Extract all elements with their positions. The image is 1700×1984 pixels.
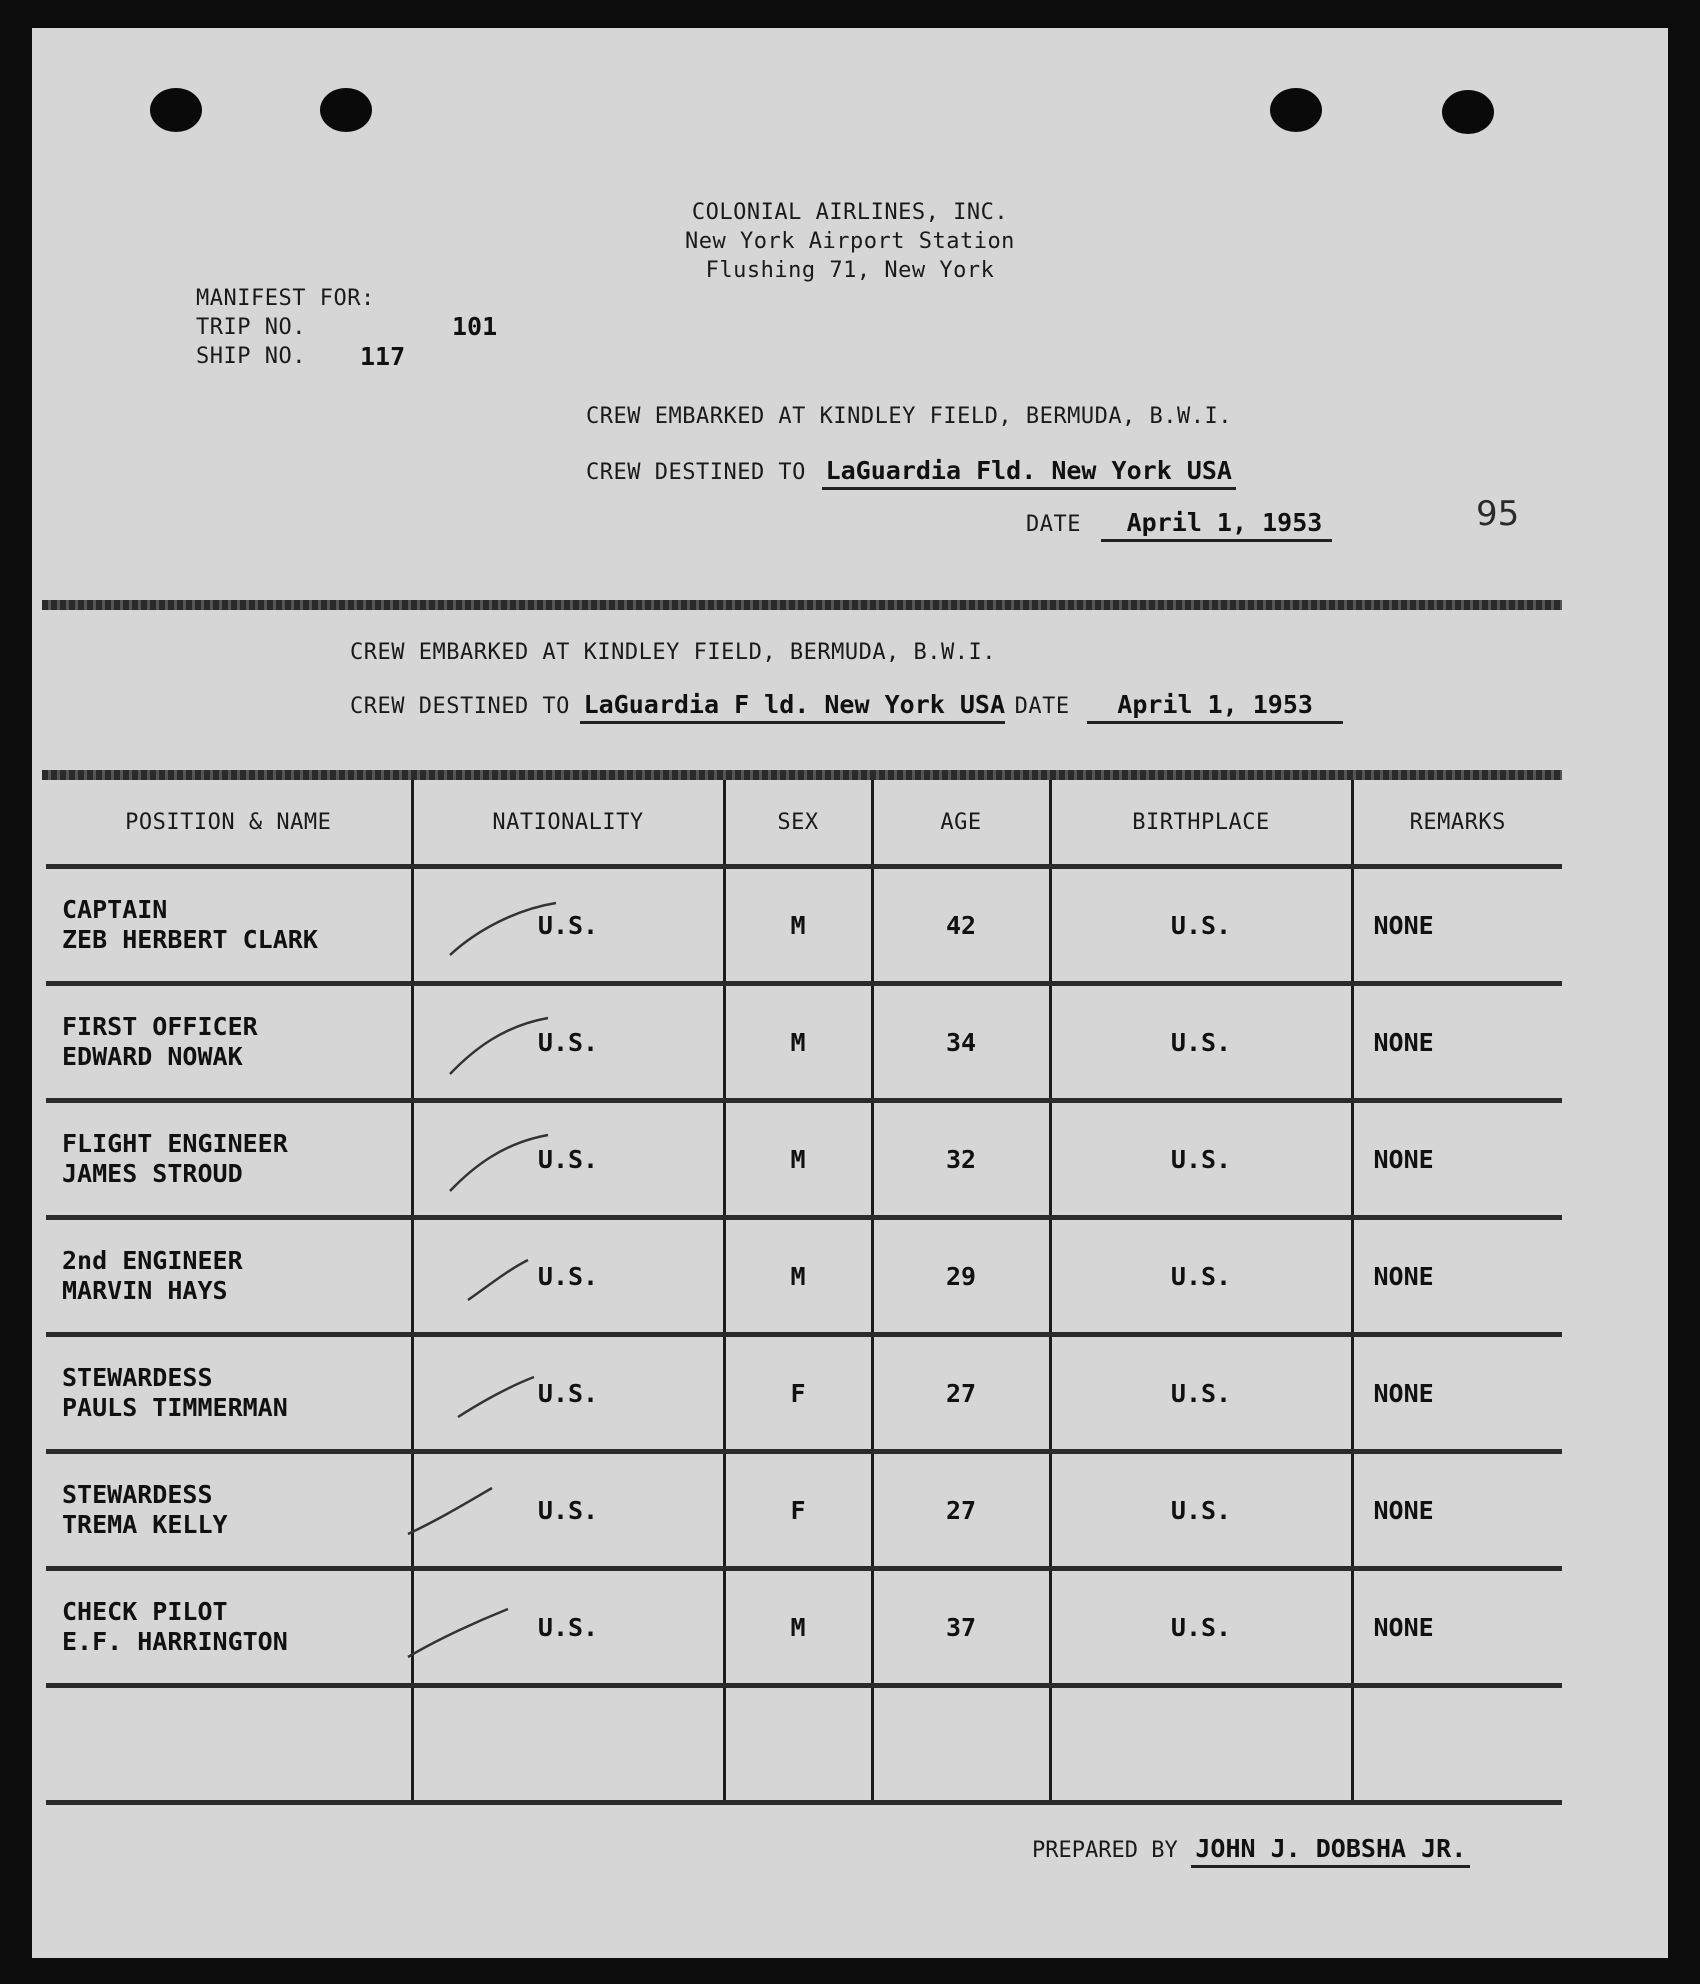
col-header-age: AGE — [872, 780, 1050, 867]
divider-rule — [42, 600, 1562, 610]
crew-name: JAMES STROUD — [62, 1159, 243, 1188]
empty-cell — [724, 1686, 872, 1803]
empty-cell — [46, 1686, 412, 1803]
remarks-cell — [1352, 1569, 1562, 1686]
crew-position: STEWARDESS — [62, 1363, 213, 1392]
destined-line-2 — [350, 690, 1343, 724]
nationality-cell-text: U.S. — [537, 1261, 599, 1291]
crew-name: PAULS TIMMERMAN — [62, 1393, 288, 1422]
birthplace-cell — [1050, 1218, 1352, 1335]
age-cell — [872, 1335, 1050, 1452]
destined-line — [586, 456, 1236, 490]
destined-label-2: CREW DESTINED TO — [350, 694, 570, 719]
age-cell-text: 29 — [945, 1261, 977, 1291]
position-name-cell — [46, 1218, 412, 1335]
prepared-by-name: JOHN J. DOBSHA JR. — [1191, 1834, 1470, 1868]
col-header-nationality: NATIONALITY — [412, 780, 724, 867]
sex-cell — [724, 1335, 872, 1452]
sex-cell — [724, 1218, 872, 1335]
age-cell-text: 27 — [945, 1495, 977, 1525]
date-value: April 1, 1953 — [1101, 508, 1333, 542]
punch-hole — [150, 88, 202, 132]
manifest-page — [32, 28, 1668, 1958]
date-value-2: April 1, 1953 — [1087, 690, 1343, 724]
remarks-cell — [1352, 867, 1562, 984]
sex-cell — [724, 1452, 872, 1569]
crew-table — [46, 780, 1562, 1805]
table-top-rule — [42, 770, 1562, 780]
table-row — [46, 867, 1562, 984]
crew-position: STEWARDESS — [62, 1480, 213, 1509]
destined-label: CREW DESTINED TO — [586, 460, 806, 485]
remarks-cell — [1352, 1335, 1562, 1452]
destined-value-2: LaGuardia F ld. New York USA — [580, 690, 1005, 724]
nationality-cell — [412, 1101, 724, 1218]
punch-hole — [1442, 90, 1494, 134]
age-cell-text: 42 — [945, 910, 977, 940]
sex-cell-text: M — [790, 1612, 806, 1642]
age-cell-text: 32 — [945, 1144, 977, 1174]
nationality-cell-text: U.S. — [537, 1495, 599, 1525]
nationality-cell — [412, 867, 724, 984]
position-name-cell — [46, 1335, 412, 1452]
date-label: DATE — [1026, 512, 1081, 537]
sex-cell-text: M — [790, 1027, 806, 1057]
remarks-cell — [1352, 1101, 1562, 1218]
sex-cell-text: M — [790, 1144, 806, 1174]
crew-name: E.F. HARRINGTON — [62, 1627, 288, 1656]
punch-hole — [320, 88, 372, 132]
table-row — [46, 984, 1562, 1101]
empty-cell — [872, 1686, 1050, 1803]
manifest-for-label: MANIFEST FOR: — [196, 286, 375, 311]
birthplace-cell — [1050, 1101, 1352, 1218]
nationality-cell-text: U.S. — [537, 1378, 599, 1408]
remarks-cell-text: NONE — [1373, 1027, 1434, 1057]
sex-cell-text: M — [790, 1261, 806, 1291]
remarks-cell-text: NONE — [1373, 1144, 1434, 1174]
nationality-cell — [412, 984, 724, 1101]
embarked-line: CREW EMBARKED AT KINDLEY FIELD, BERMUDA, B.W.I. — [586, 404, 1233, 429]
sex-cell-text: F — [790, 1378, 806, 1408]
position-name-cell — [46, 1569, 412, 1686]
crew-name: TREMA KELLY — [62, 1510, 228, 1539]
table-row — [46, 1569, 1562, 1686]
crew-name: ZEB HERBERT CLARK — [62, 925, 318, 954]
table-row — [46, 1452, 1562, 1569]
embarked-line-2: CREW EMBARKED AT KINDLEY FIELD, BERMUDA, B.W.I. — [350, 640, 997, 665]
nationality-cell-text: U.S. — [537, 1612, 599, 1642]
crew-position: CHECK PILOT — [62, 1597, 228, 1626]
company-name: COLONIAL AIRLINES, INC. — [691, 200, 1009, 225]
table-header-row — [46, 780, 1562, 867]
ship-label: SHIP NO. — [196, 344, 306, 369]
prepared-by-line — [1032, 1834, 1470, 1868]
nationality-cell — [412, 1218, 724, 1335]
position-name-cell — [46, 867, 412, 984]
birthplace-cell — [1050, 1452, 1352, 1569]
age-cell-text: 27 — [945, 1378, 977, 1408]
destined-value: LaGuardia Fld. New York USA — [822, 456, 1236, 490]
birthplace-cell-text: U.S. — [1170, 1495, 1232, 1525]
nationality-cell — [412, 1569, 724, 1686]
empty-cell — [412, 1686, 724, 1803]
punch-hole — [1270, 88, 1322, 132]
remarks-cell-text: NONE — [1373, 1612, 1434, 1642]
remarks-cell-text: NONE — [1373, 1378, 1434, 1408]
crew-name: EDWARD NOWAK — [62, 1042, 243, 1071]
date-label-2: DATE — [1014, 694, 1070, 719]
remarks-cell — [1352, 1452, 1562, 1569]
nationality-cell-text: U.S. — [537, 910, 599, 940]
position-name-cell — [46, 1101, 412, 1218]
nationality-cell-text: U.S. — [537, 1144, 599, 1174]
nationality-cell — [412, 1335, 724, 1452]
col-header-remarks: REMARKS — [1352, 780, 1562, 867]
crew-position: CAPTAIN — [62, 895, 168, 924]
age-cell-text: 34 — [945, 1027, 977, 1057]
birthplace-cell-text: U.S. — [1170, 1612, 1232, 1642]
sex-cell — [724, 867, 872, 984]
manifest-for-block — [196, 284, 375, 371]
birthplace-cell-text: U.S. — [1170, 1144, 1232, 1174]
age-cell — [872, 1218, 1050, 1335]
station-address: Flushing 71, New York — [705, 258, 995, 283]
sex-cell — [724, 1101, 872, 1218]
birthplace-cell-text: U.S. — [1170, 1378, 1232, 1408]
empty-cell — [1352, 1686, 1562, 1803]
age-cell — [872, 1569, 1050, 1686]
age-cell — [872, 867, 1050, 984]
page-number: 95 — [1476, 494, 1520, 534]
trip-number: 101 — [452, 312, 498, 341]
crew-position: FLIGHT ENGINEER — [62, 1129, 288, 1158]
remarks-cell — [1352, 1218, 1562, 1335]
age-cell-text: 37 — [945, 1612, 977, 1642]
ship-number: 117 — [360, 342, 406, 371]
birthplace-cell — [1050, 867, 1352, 984]
crew-position: FIRST OFFICER — [62, 1012, 258, 1041]
position-name-cell — [46, 984, 412, 1101]
crew-name: MARVIN HAYS — [62, 1276, 228, 1305]
birthplace-cell-text: U.S. — [1170, 1261, 1232, 1291]
remarks-cell-text: NONE — [1373, 1495, 1434, 1525]
col-header-position: POSITION & NAME — [46, 780, 412, 867]
remarks-cell — [1352, 984, 1562, 1101]
table-row — [46, 1101, 1562, 1218]
age-cell — [872, 1452, 1050, 1569]
station-name: New York Airport Station — [685, 229, 1015, 254]
table-row — [46, 1218, 1562, 1335]
letterhead — [32, 198, 1668, 285]
birthplace-cell — [1050, 984, 1352, 1101]
age-cell — [872, 984, 1050, 1101]
col-header-sex: SEX — [724, 780, 872, 867]
crew-position: 2nd ENGINEER — [62, 1246, 243, 1275]
nationality-cell — [412, 1452, 724, 1569]
sex-cell-text: M — [790, 910, 806, 940]
date-line — [1026, 508, 1332, 542]
trip-label: TRIP NO. — [196, 315, 306, 340]
remarks-cell-text: NONE — [1373, 910, 1434, 940]
age-cell — [872, 1101, 1050, 1218]
sex-cell — [724, 1569, 872, 1686]
remarks-cell-text: NONE — [1373, 1261, 1434, 1291]
birthplace-cell-text: U.S. — [1170, 1027, 1232, 1057]
birthplace-cell — [1050, 1335, 1352, 1452]
table-row — [46, 1335, 1562, 1452]
nationality-cell-text: U.S. — [537, 1027, 599, 1057]
birthplace-cell-text: U.S. — [1170, 910, 1232, 940]
prepared-label: PREPARED BY — [1032, 1838, 1178, 1863]
sex-cell — [724, 984, 872, 1101]
sex-cell-text: F — [790, 1495, 806, 1525]
birthplace-cell — [1050, 1569, 1352, 1686]
empty-cell — [1050, 1686, 1352, 1803]
empty-row — [46, 1686, 1562, 1803]
col-header-birthplace: BIRTHPLACE — [1050, 780, 1352, 867]
position-name-cell — [46, 1452, 412, 1569]
